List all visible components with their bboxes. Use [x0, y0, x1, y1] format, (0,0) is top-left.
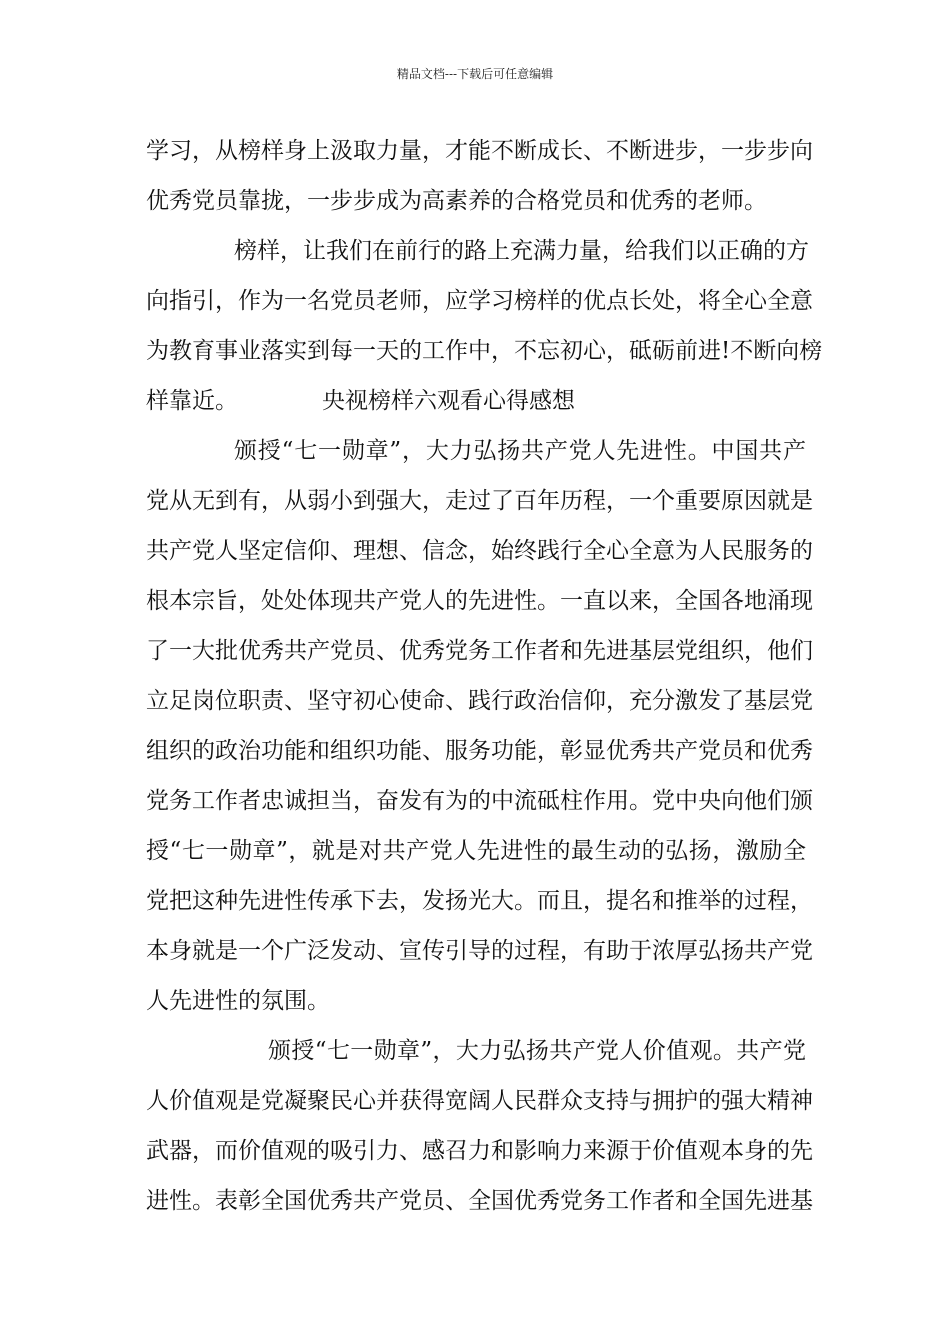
text-line: 人价值观是党凝聚民心并获得宽阔人民群众支持与拥护的强大精神: [146, 1088, 813, 1114]
text-line: 了一大批优秀共产党员、优秀党务工作者和先进基层党组织，他们: [146, 638, 813, 664]
text-line: 共产党人坚定信仰、理想、信念，始终践行全心全意为人民服务的: [146, 538, 813, 564]
paragraph-end-text: 样靠近。: [146, 388, 238, 414]
text-line: 为教育事业落实到每一天的工作中，不忘初心，砥砺前进!不断向榜: [146, 338, 823, 364]
text-line-with-title: [146, 386, 806, 416]
page-header: 精品文档---下载后可任意编辑: [396, 67, 554, 81]
section-title: 央视榜样六观看心得感想: [322, 388, 575, 414]
text-line: 根本宗旨，处处体现共产党人的先进性。一直以来，全国各地涌现: [146, 588, 813, 614]
text-line: 武器，而价值观的吸引力、感召力和影响力来源于价值观本身的先: [146, 1138, 813, 1164]
text-line: 立足岗位职责、坚守初心使命、践行政治信仰，充分激发了基层党: [146, 688, 813, 714]
text-line: 组织的政治功能和组织功能、服务功能，彰显优秀共产党员和优秀: [146, 738, 813, 764]
text-line: 向指引，作为一名党员老师，应学习榜样的优点长处，将全心全意: [146, 288, 813, 314]
text-line: 授“七一勋章”，就是对共产党人先进性的最生动的弘扬，激励全: [146, 838, 806, 864]
text-line: 党把这种先进性传承下去，发扬光大。而且，提名和推举的过程，: [146, 888, 813, 914]
text-line: 本身就是一个广泛发动、宣传引导的过程，有助于浓厚弘扬共产党: [146, 938, 813, 964]
text-line: 学习，从榜样身上汲取力量，才能不断成长、不断进步，一步步向: [146, 138, 813, 164]
text-line: 党务工作者忠诚担当，奋发有为的中流砥柱作用。党中央向他们颁: [146, 788, 813, 814]
text-line: 党从无到有，从弱小到强大，走过了百年历程，一个重要原因就是: [146, 488, 813, 514]
text-line: 进性。表彰全国优秀共产党员、全国优秀党务工作者和全国先进基: [146, 1188, 813, 1214]
text-line: 人先进性的氛围。: [146, 988, 330, 1014]
text-line: 优秀党员靠拢，一步步成为高素养的合格党员和优秀的老师。: [146, 188, 767, 214]
text-line: 颁授“七一勋章”，大力弘扬共产党人价值观。共产党: [268, 1038, 806, 1064]
text-line: 颁授“七一勋章”，大力弘扬共产党人先进性。中国共产: [234, 438, 806, 464]
text-line: 榜样，让我们在前行的路上充满力量，给我们以正确的方: [234, 238, 809, 264]
